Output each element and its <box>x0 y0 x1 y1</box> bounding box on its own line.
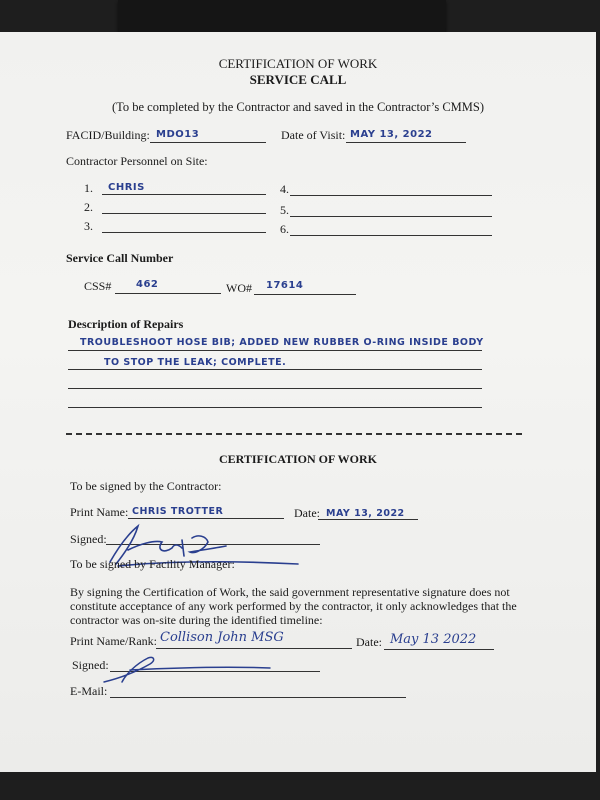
clipboard-clip <box>118 0 446 36</box>
rank-date-value: May 13 2022 <box>390 632 477 647</box>
css-line <box>115 293 221 294</box>
manager-signature <box>100 648 320 688</box>
personnel-num-6: 6. <box>280 222 289 236</box>
personnel-line-4 <box>290 195 492 196</box>
repairs-text-2: TO STOP THE LEAK; COMPLETE. <box>104 357 287 368</box>
print-name-label: Print Name: <box>70 505 129 519</box>
personnel-value-1: CHRIS <box>108 182 145 193</box>
facid-value: MDO13 <box>156 129 200 140</box>
personnel-num-3: 3. <box>84 219 93 233</box>
repairs-line-4 <box>68 407 482 408</box>
personnel-line-1 <box>102 194 266 195</box>
disclaimer-line-1: By signing the Certification of Work, the said government representative signature does not <box>70 585 510 599</box>
date-value: MAY 13, 2022 <box>326 508 405 519</box>
print-name-value: CHRIS TROTTER <box>132 506 224 517</box>
form-title: CERTIFICATION OF WORK <box>218 56 378 71</box>
signed-label: Signed: <box>70 532 107 546</box>
date-line <box>318 519 418 520</box>
personnel-num-5: 5. <box>280 203 289 217</box>
form-subtitle: SERVICE CALL <box>249 72 347 87</box>
visit-line <box>346 142 466 143</box>
section-divider <box>66 433 522 435</box>
disclaimer-line-2: constitute acceptance of any work performed by the contractor, it only acknowledges that the <box>70 599 517 613</box>
rank-label: Print Name/Rank: <box>70 634 157 648</box>
cert-heading: CERTIFICATION OF WORK <box>218 452 378 466</box>
repairs-line-3 <box>68 388 482 389</box>
service-heading: Service Call Number <box>66 251 174 265</box>
personnel-label: Contractor Personnel on Site: <box>66 154 208 168</box>
rank-date-label: Date: <box>356 635 382 649</box>
personnel-num-1: 1. <box>84 181 93 195</box>
disclaimer-line-3: contractor was on-site during the identified timeline: <box>70 613 323 627</box>
personnel-line-2 <box>102 213 266 214</box>
print-name-line <box>128 518 284 519</box>
contractor-label: To be signed by the Contractor: <box>70 479 222 493</box>
facid-label: FACID/Building: <box>66 128 150 142</box>
css-value: 462 <box>136 279 159 290</box>
personnel-num-4: 4. <box>280 182 289 196</box>
email-label: E-Mail: <box>70 684 108 698</box>
personnel-line-3 <box>102 232 266 233</box>
repairs-line-2 <box>68 369 482 370</box>
visit-label: Date of Visit: <box>281 128 346 142</box>
personnel-line-5 <box>290 216 492 217</box>
mgr-signed-label: Signed: <box>72 658 109 672</box>
form-instruction: (To be completed by the Contractor and saved in the Contractor’s CMMS) <box>111 100 485 114</box>
css-label: CSS# <box>84 279 112 293</box>
wo-line <box>254 294 356 295</box>
wo-label: WO# <box>226 281 252 295</box>
repairs-line-1 <box>68 350 482 351</box>
email-line <box>110 697 406 698</box>
facid-line <box>150 142 266 143</box>
personnel-line-6 <box>290 235 492 236</box>
rank-value: Collison John MSG <box>160 630 284 645</box>
repairs-text-1: TROUBLESHOOT HOSE BIB; ADDED NEW RUBBER O-RING INSIDE BODY <box>80 337 484 348</box>
repairs-heading: Description of Repairs <box>68 317 184 331</box>
form-paper <box>0 32 596 772</box>
date-label: Date: <box>294 506 320 520</box>
rank-date-line <box>384 649 494 650</box>
manager-label: To be signed by Facility Manager: <box>70 557 235 571</box>
wo-value: 17614 <box>266 280 304 291</box>
visit-value: MAY 13, 2022 <box>350 129 433 140</box>
personnel-num-2: 2. <box>84 200 93 214</box>
